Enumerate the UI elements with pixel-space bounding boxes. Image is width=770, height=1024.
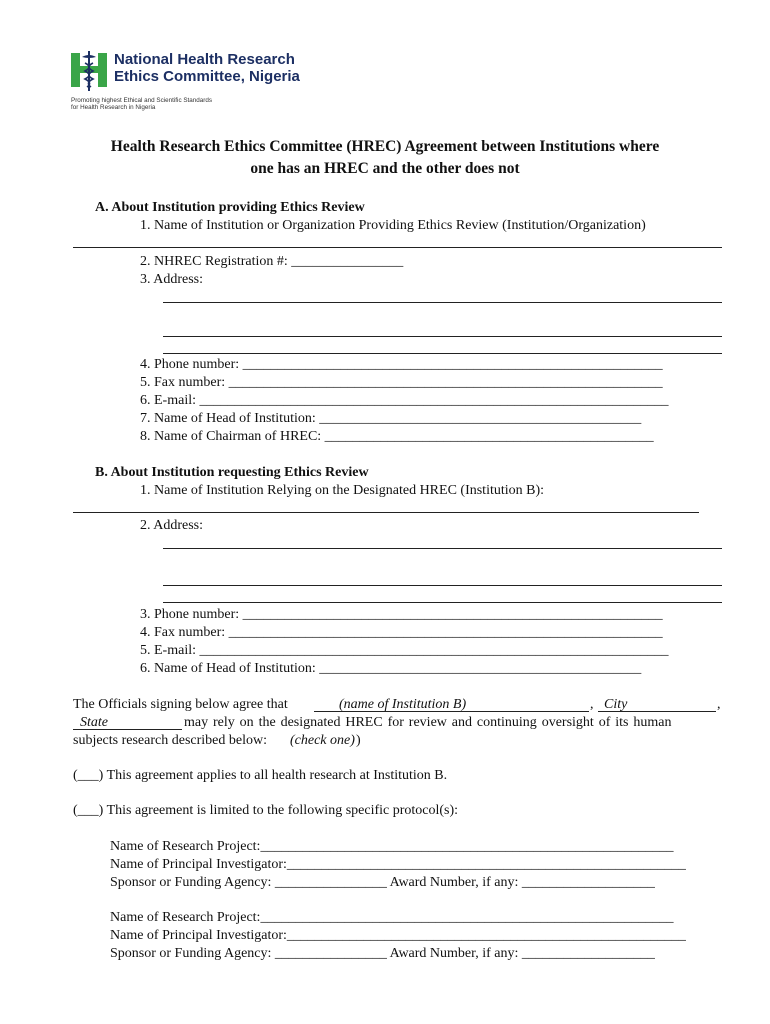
state-placeholder: State: [80, 715, 108, 730]
institution-a-address-line-2[interactable]: [163, 336, 722, 337]
officials-comma-2: ,: [717, 697, 721, 712]
institution-b-address-line-2[interactable]: [163, 585, 722, 586]
logo-tagline-1: Promoting highest Ethical and Scientific Standards: [71, 97, 213, 104]
institution-b-address-line-3[interactable]: [163, 602, 722, 603]
institution-b-placeholder: (name of Institution B): [339, 697, 467, 712]
protocol-2-pi[interactable]: Name of Principal Investigator:_________________________________________________________: [110, 928, 686, 943]
section-a-item-8: 8. Name of Chairman of HREC: _______________________________________________: [140, 429, 654, 444]
document-title-line-1: Health Research Ethics Committee (HREC) Agreement between Institutions where: [110, 138, 660, 155]
section-a-item-7: 7. Name of Head of Institution: ______________________________________________: [140, 411, 642, 426]
section-b-item-3: 3. Phone number: ____________________________________________________________: [140, 607, 663, 622]
protocol-1-pi[interactable]: Name of Principal Investigator:_________________________________________________________: [110, 857, 686, 872]
section-a-item-2: 2. NHREC Registration #: ________________: [140, 254, 404, 269]
section-a-item-5: 5. Fax number: ______________________________________________________________: [140, 375, 663, 390]
protocol-2-project[interactable]: Name of Research Project:___________________________________________________________: [110, 910, 674, 925]
officials-text-2: may rely on the designated HREC for review and continuing oversight of its human: [184, 715, 672, 730]
check-one-paren: ): [356, 733, 361, 748]
institution-a-name-field[interactable]: [73, 247, 722, 248]
section-b-item-2: 2. Address:: [140, 518, 203, 533]
institution-b-address-line-1[interactable]: [163, 548, 722, 549]
officials-text-1: The Officials signing below agree that: [73, 697, 288, 712]
officials-text-3: subjects research described below:: [73, 733, 267, 748]
option-all-research[interactable]: (___) This agreement applies to all health research at Institution B.: [73, 768, 448, 783]
option-specific-protocols[interactable]: (___) This agreement is limited to the following specific protocol(s):: [73, 803, 459, 818]
document-title-line-2: one has an HREC and the other does not: [250, 160, 520, 177]
nhrec-logo: [67, 47, 317, 113]
section-b-item-4: 4. Fax number: ______________________________________________________________: [140, 625, 663, 640]
protocol-1-sponsor[interactable]: Sponsor or Funding Agency: ________________ Award Number, if any: ___________________: [110, 875, 655, 890]
section-a-item-6: 6. E-mail: ___________________________________________________________________: [140, 393, 669, 408]
section-b-item-5: 5. E-mail: ___________________________________________________________________: [140, 643, 669, 658]
section-a-item-4: 4. Phone number: ____________________________________________________________: [140, 357, 663, 372]
section-b-item-1: 1. Name of Institution Relying on the Designated HREC (Institution B):: [140, 483, 545, 498]
protocol-1-project[interactable]: Name of Research Project:___________________________________________________________: [110, 839, 674, 854]
section-a-item-3: 3. Address:: [140, 272, 203, 287]
institution-a-address-line-3[interactable]: [163, 353, 722, 354]
section-b-heading: B. About Institution requesting Ethics Review: [95, 465, 369, 480]
institution-a-address-line-1[interactable]: [163, 302, 722, 303]
protocol-2-sponsor[interactable]: Sponsor or Funding Agency: ________________ Award Number, if any: ___________________: [110, 946, 655, 961]
section-a-heading: A. About Institution providing Ethics Review: [95, 200, 365, 215]
logo-line-1: National Health Research: [114, 51, 295, 68]
officials-comma-1: ,: [590, 697, 594, 712]
section-a-item-1: 1. Name of Institution or Organization Providing Ethics Review (Institution/Organization): [140, 218, 646, 233]
section-b-item-6: 6. Name of Head of Institution: ______________________________________________: [140, 661, 642, 676]
institution-b-name-field[interactable]: [73, 512, 699, 513]
logo-line-2: Ethics Committee, Nigeria: [114, 68, 300, 85]
check-one-note: (check one): [290, 733, 355, 748]
caduceus-emblem-icon: [71, 49, 107, 93]
city-placeholder: City: [604, 697, 628, 712]
logo-tagline-2: for Health Research in Nigeria: [71, 104, 156, 111]
